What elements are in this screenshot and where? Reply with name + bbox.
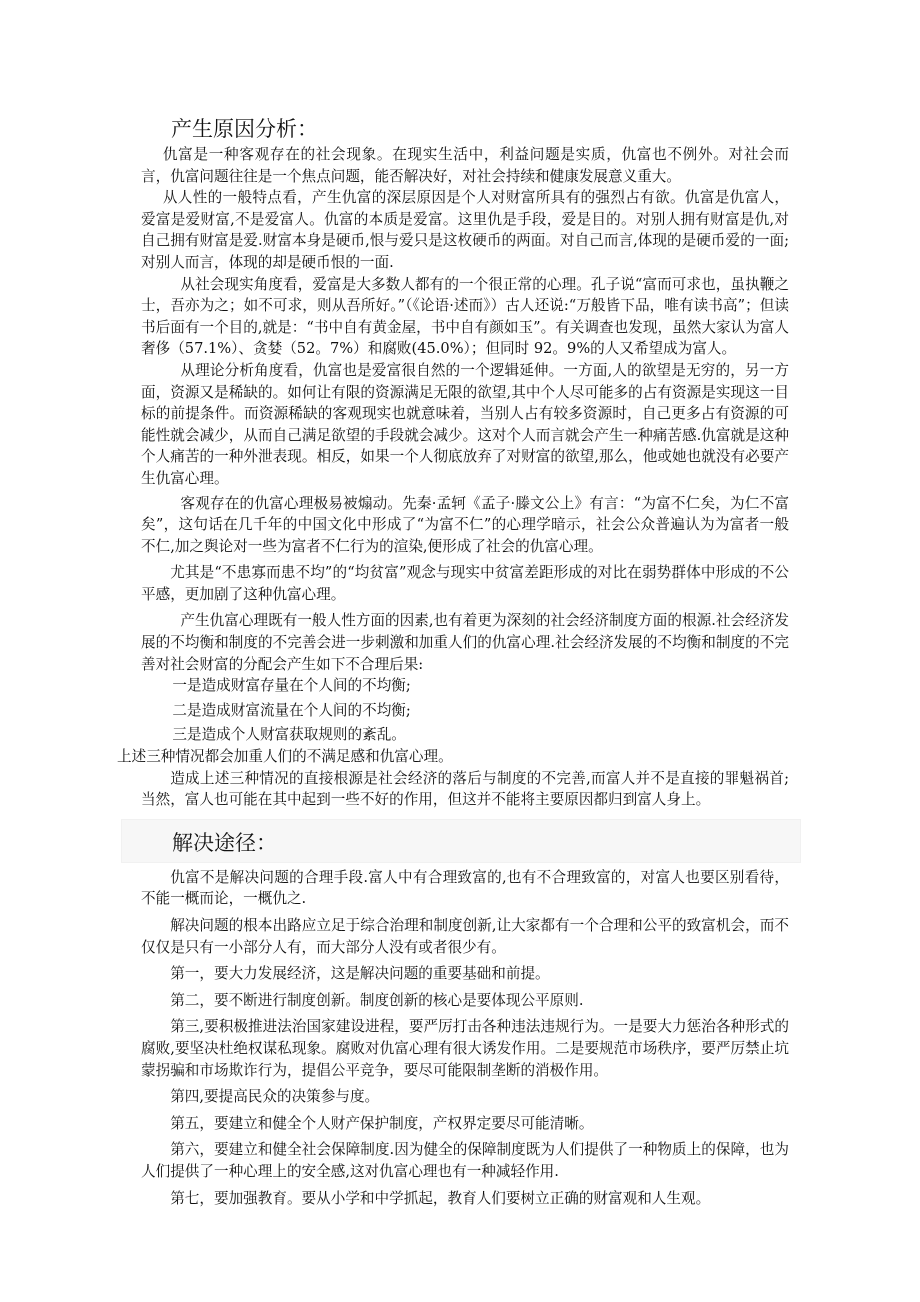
paragraph: 从人性的一般特点看，产生仇富的深层原因是个人对财富所具有的强烈占有欲。仇富是仇富人，爱富是爱财富,不是爱富人。仇富的本质是爱富。这里仇是手段，爱是目的。对别人拥有财富是仇,对自己拥有财富是爱.财富本身是硬币,恨与爱只是这枚硬币的两面。对自己而言,体现的是硬币爱的一面;对别人而言，体现的却是硬币恨的一面. [141, 189, 789, 271]
paragraph: 第三,要积极推进法治国家建设进程，要严厉打击各种违法违规行为。一是要大力惩治各种形式的腐败,要坚决杜绝权谋私现象。腐败对仇富心理有很大诱发作用。二是要规范市场秩序，要严厉禁止坑蒙拐骗和市场欺诈行为，提倡公平竞争，要尽可能限制垄断的消极作用。 [141, 1018, 789, 1079]
paragraph: 仇富不是解决问题的合理手段.富人中有合理致富的,也有不合理致富的，对富人也要区别看待，不能一概而论，一概仇之. [141, 868, 789, 908]
paragraph: 尤其是“不患寡而患不均”的“均贫富”观念与现实中贫富差距形成的对比在弱势群体中形成的不公平感，更加剧了这种仇富心理。 [141, 564, 789, 603]
paragraph: 上述三种情况都会加重人们的不满足感和仇富心理。 [117, 748, 453, 766]
paragraph: 从社会现实角度看，爱富是大多数人都有的一个很正常的心理。孔子说“富而可求也，虽执鞭之士，吾亦为之；如不可求，则从吾所好。”（《论语·述而》）古人还说:“万般皆下品，唯有读书高”；但读书后面有一个目的,就是：“书中自有黄金屋，书中自有颜如玉”。有关调查也发现，虽然大家认为富人奢侈（57.1%）、贪婪（52。7%）和腐败(45.0%）；但同时 92。9%的人又希望成为富人。 [141, 275, 789, 358]
list-item: 二是造成财富流量在个人间的不均衡; [172, 701, 411, 719]
paragraph: 第六，要建立和健全社会保障制度.因为健全的保障制度既为人们提供了一种物质上的保障，也为人们提供了一种心理上的安全感,这对仇富心理也有一种减轻作用. [141, 1141, 789, 1180]
paragraph: 解决问题的根本出路应立足于综合治理和制度创新,让大家都有一个合理和公平的致富机会，而不仅仅是只有一小部分人有，而大部分人没有或者很少有。 [141, 917, 789, 956]
paragraph: 仇富是一种客观存在的社会现象。在现实生活中，利益问题是实质，仇富也不例外。对社会而言，仇富问题往往是一个焦点问题，能否解决好，对社会持续和健康发展意义重大。 [141, 146, 789, 185]
paragraph: 造成上述三种情况的直接根源是社会经济的落后与制度的不完善,而富人并不是直接的罪魁祸首;当然，富人也可能在其中起到一些不好的作用，但这并不能将主要原因都归到富人身上。 [141, 769, 789, 809]
paragraph: 产生仇富心理既有一般人性方面的因素,也有着更为深刻的社会经济制度方面的根源.社会经济发展的不均衡和制度的不完善会进一步刺激和加重人们的仇富心理.社会经济发展的不均衡和制度的不完善对社会财富的分配会产生如下不合理后果: [141, 612, 789, 673]
paragraph: 第四,要提高民众的决策参与度。 [170, 1088, 380, 1106]
paragraph: 第二，要不断进行制度创新。制度创新的核心是要体现公平原则. [170, 991, 584, 1009]
paragraph: 第五，要建立和健全个人财产保护制度，产权界定要尽可能清晰。 [170, 1114, 594, 1132]
paragraph: 从理论分析角度看，仇富也是爱富很自然的一个逻辑延伸。一方面,人的欲望是无穷的，另一方面，资源又是稀缺的。如何让有限的资源满足无限的欲望,其中个人尽可能多的占有资源是实现这一目标的前提条件。而资源稀缺的客观现实也就意味着，当别人占有较多资源时，自己更多占有资源的可能性就会减少，从而自己满足欲望的手段就会减少。这对个人而言就会产生一种痛苦感.仇富就是这种个人痛苦的一种外泄表现。相反，如果一个人彻底放弃了对财富的欲望,那么，他或她也就没有必要产生仇富心理。 [141, 361, 789, 487]
section-title-solutions: 解决途径： [172, 830, 277, 855]
list-item: 一是造成财富存量在个人间的不均衡; [172, 677, 411, 695]
section-title-causes: 产生原因分析： [171, 117, 318, 141]
document-body [117, 112, 789, 1209]
paragraph: 第一，要大力发展经济，这是解决问题的重要基础和前提。 [170, 965, 550, 983]
section-header-band [121, 819, 801, 863]
paragraph: 第七，要加强教育。要从小学和中学抓起，教育人们要树立正确的财富观和人生观。 [170, 1189, 711, 1207]
paragraph: 客观存在的仇富心理极易被煽动。先秦·孟轲《孟子·滕文公上》有言：“为富不仁矣，为仁不富矣”，这句话在几千年的中国文化中形成了“为富不仁”的心理学暗示，社会公众普遍认为为富者一般不仁,加之舆论对一些为富者不仁行为的渲染,便形成了社会的仇富心理。 [141, 494, 789, 555]
list-item: 三是造成个人财富获取规则的紊乱。 [172, 726, 406, 744]
